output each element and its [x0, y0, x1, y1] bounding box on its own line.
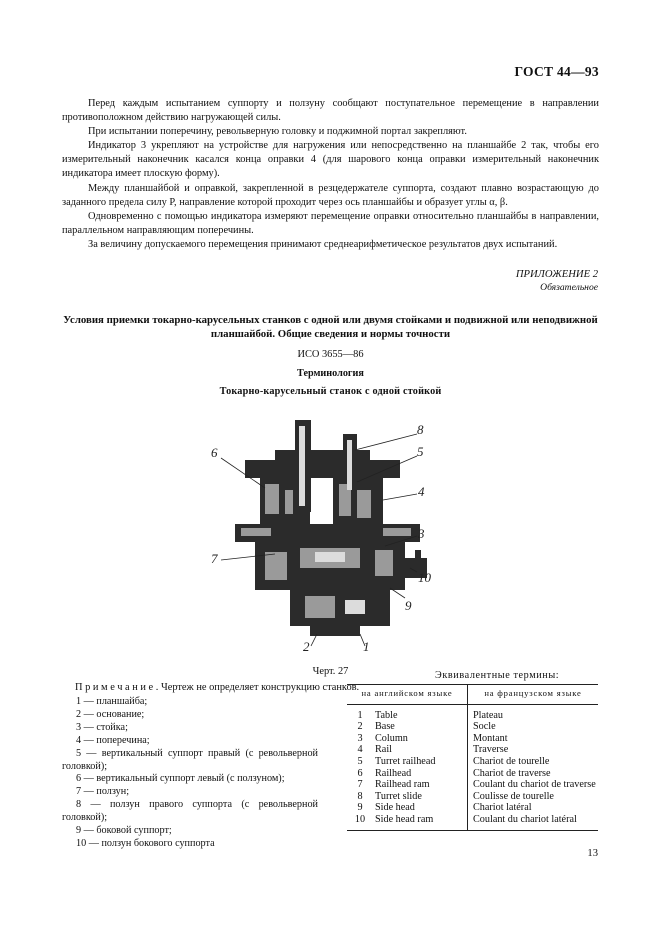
table-row	[347, 704, 598, 721]
figure-title: Токарно-карусельный станок с одной стойкой	[219, 386, 442, 397]
equivalent-terms-title: Эквивалентные термины:	[435, 670, 560, 681]
legend-item: 2 — основание;	[76, 708, 145, 720]
appendix-status: Обязательное	[540, 282, 598, 293]
callout-4: 4	[418, 484, 425, 499]
term-french: Chariot de tourelle	[468, 756, 599, 768]
paragraph: При испытании поперечину, револьверную головку и поджимной портал закрепляют.	[88, 126, 467, 138]
paragraph: Между планшайбой и оправкой, закрепленной в резцедержателе суппорта, создают плавно возрастающую до заданного предела силу P, направление которой проходит через ось планшайбы и образует углы α, β.	[62, 182, 599, 208]
legend-item: 8 — ползун правого суппорта (с револьверной головкой);	[62, 799, 318, 824]
callout-2: 2	[303, 639, 310, 652]
term-english: Turret railhead	[375, 755, 436, 767]
table-row	[347, 779, 598, 791]
term-number: 2	[357, 721, 363, 733]
table-row	[347, 768, 598, 780]
legend-item: 9 — боковой суппорт;	[76, 825, 172, 837]
paragraph: Индикатор 3 укрепляют на устройстве для нагружения или непосредственно на планшайбе 2 так, чтобы его измерительный наконечник касался конца оправки 4 (для шарового конца оправки измерительный наконечник индикатора имеет плоскую форму).	[62, 140, 599, 180]
term-french: Plateau	[468, 704, 599, 721]
term-english: Table	[375, 709, 398, 721]
legend-item: 5 — вертикальный суппорт правый (с револьверной головкой);	[62, 747, 318, 772]
term-number: 9	[357, 802, 363, 814]
standard-reference: ИСО 3655—86	[297, 349, 364, 360]
term-english: Railhead	[375, 767, 412, 779]
note: Примечание. Чертеж не определяет конструкцию станков.	[75, 682, 360, 693]
table-row	[347, 721, 598, 733]
legend-item: 6 — вертикальный суппорт левый (с ползуном);	[76, 773, 285, 785]
equivalent-terms-table	[347, 684, 598, 831]
callout-7: 7	[211, 551, 218, 566]
appendix-label: ПРИЛОЖЕНИЕ 2	[515, 269, 598, 280]
section-title: Условия приемки токарно-карусельных станков с одной или двумя стойками и подвижной или неподвижной планшайбой. Общие сведения и нормы точности	[63, 314, 598, 340]
page-number: 13	[587, 848, 598, 859]
term-number: 5	[357, 755, 363, 767]
term-french: Traverse	[468, 744, 599, 756]
legend-item: 1 — планшайба;	[76, 696, 148, 707]
term-english: Side head	[375, 802, 415, 814]
legend-item: 10 — ползун бокового суппорта	[76, 837, 215, 849]
legend-item: 7 — ползун;	[76, 786, 130, 798]
legend-item: 3 — стойка;	[76, 721, 128, 733]
document-code: ГОСТ 44—93	[514, 64, 599, 79]
term-french: Coulant du chariot de traverse	[468, 779, 599, 791]
term-english: Base	[375, 721, 395, 733]
terminology-heading: Терминология	[297, 368, 364, 379]
term-french: Montant	[468, 733, 599, 745]
legend-list	[62, 696, 318, 851]
term-french: Chariot latéral	[468, 802, 599, 814]
paragraph: Одновременно с помощью индикатора измеряют перемещение оправки относительно планшайбы в направлении, параллельном направляющим поперечины.	[62, 210, 599, 236]
term-number: 3	[357, 732, 363, 744]
term-french: Coulisse de tourelle	[468, 791, 599, 803]
table-row	[347, 791, 598, 803]
table-row	[347, 814, 598, 830]
figure-caption: Черт. 27	[312, 666, 349, 677]
callout-10: 10	[418, 570, 431, 585]
term-number: 6	[357, 767, 363, 779]
machine-drawing	[205, 420, 450, 652]
term-english: Railhead ram	[375, 779, 430, 791]
term-number: 10	[347, 814, 373, 830]
term-english: Side head ram	[373, 814, 468, 830]
term-english: Column	[375, 732, 408, 744]
table-row	[347, 744, 598, 756]
body-text	[62, 97, 599, 252]
term-number: 8	[357, 790, 363, 802]
term-french: Socle	[468, 721, 599, 733]
term-english: Turret slide	[375, 790, 422, 802]
callout-6: 6	[211, 445, 218, 460]
paragraph: За величину допускаемого перемещения принимают среднеарифметическое результатов двух испытаний.	[88, 238, 558, 250]
legend-item: 4 — поперечина;	[76, 734, 150, 746]
callout-9: 9	[405, 598, 412, 613]
term-number: 1	[357, 709, 363, 721]
paragraph: Перед каждым испытанием суппорту и ползуну сообщают поступательное перемещение в направлении противоположном действию нагружающей силы.	[62, 98, 599, 124]
term-number: 4	[357, 744, 363, 756]
term-english: Rail	[375, 744, 392, 756]
term-french: Coulant du chariot latéral	[468, 814, 599, 830]
callout-8: 8	[417, 422, 424, 437]
callout-5: 5	[417, 444, 424, 459]
note-text: Чертеж не определяет конструкцию станков.	[160, 682, 360, 693]
appendix-heading	[516, 268, 598, 294]
term-french: Chariot de traverse	[468, 768, 599, 780]
callout-1: 1	[363, 639, 370, 652]
term-number: 7	[357, 779, 363, 791]
table-row	[347, 802, 598, 814]
column-header-french: на французском языке	[468, 685, 599, 705]
column-header-english: на английском языке	[347, 685, 468, 705]
callout-3: 3	[418, 526, 425, 541]
note-label: Примечание	[75, 682, 156, 693]
table-row	[347, 733, 598, 745]
table-row	[347, 756, 598, 768]
